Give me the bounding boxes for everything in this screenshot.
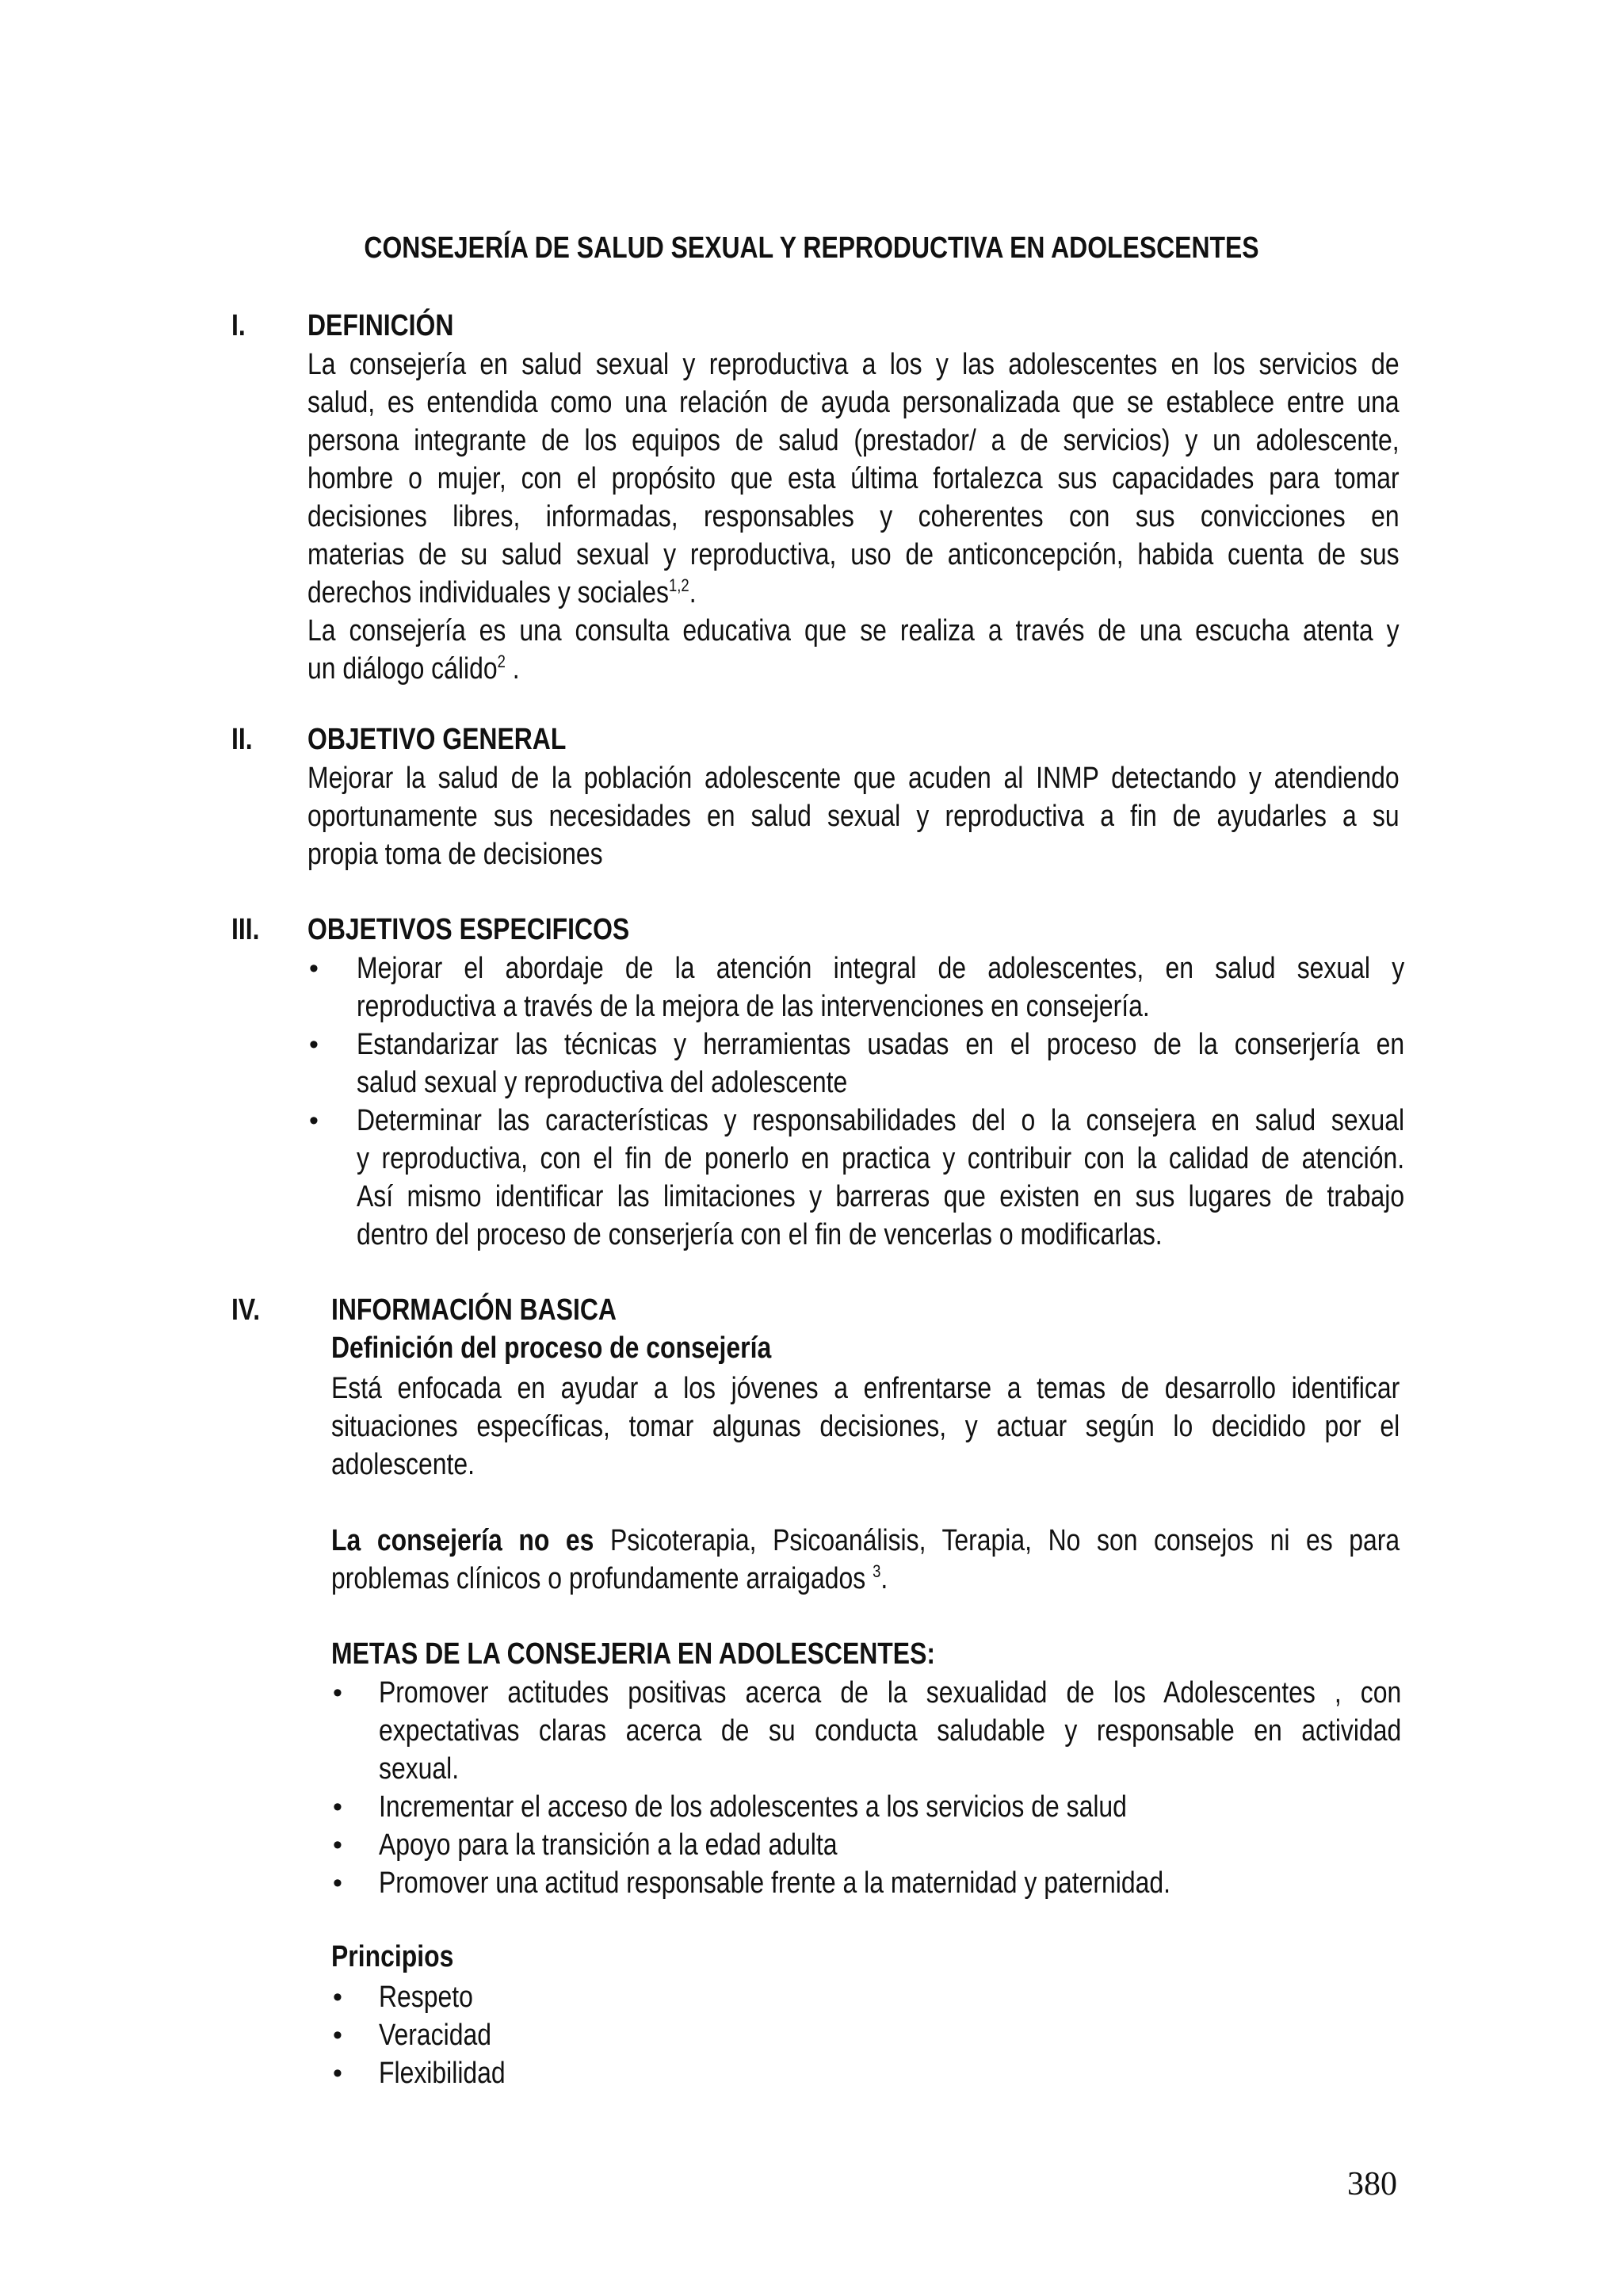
list-item: Incrementar el acceso de los adolescentes a los servicios de salud xyxy=(379,1790,1127,1824)
footnote-ref: 1,2 xyxy=(669,575,689,595)
bullet-icon: • xyxy=(333,1868,342,1898)
section-numeral: III. xyxy=(231,913,260,946)
list-item: Respeto xyxy=(379,1981,473,2014)
body-line: La consejería en salud sexual y reproductiva a los y las adolescentes en los servicios de xyxy=(307,348,1400,381)
subheading: Definición del proceso de consejería xyxy=(331,1331,772,1365)
body-line: hombre o mujer, con el propósito que esta última fortalezca sus capacidades para tomar xyxy=(307,462,1400,495)
list-item: Veracidad xyxy=(379,2019,491,2052)
body-line: situaciones específicas, tomar algunas decisiones, y actuar según lo decidido por el xyxy=(331,1410,1400,1443)
bullet-icon: • xyxy=(309,953,319,984)
list-item: Promover una actitud responsable frente a la maternidad y paternidad. xyxy=(379,1866,1170,1900)
list-item: Mejorar el abordaje de la atención integral de adolescentes, en salud sexual y reproductiva a través de la mejora de las intervenciones en consejería. xyxy=(357,952,1405,1023)
section-body xyxy=(307,759,1607,873)
body-line: salud, es entendida como una relación de ayuda personalizada que se establece entre una xyxy=(307,386,1400,419)
body-line: La consejería es una consulta educativa que se realiza a través de una escucha atenta y xyxy=(307,614,1400,648)
body-line: derechos individuales y sociales xyxy=(307,576,670,609)
metas-heading: METAS DE LA CONSEJERIA EN ADOLESCENTES: xyxy=(331,1637,936,1671)
section-numeral: IV. xyxy=(231,1293,261,1327)
section-body xyxy=(331,1370,1603,1484)
bullet-icon: • xyxy=(333,2058,342,2088)
footnote-ref: 2 xyxy=(497,651,506,671)
body-line: oportunamente sus necesidades en salud sexual y reproductiva a fin de ayudarles a su xyxy=(307,800,1400,833)
list-item: Determinar las características y responsabilidades del o la consejera en salud sexual y reproductiva, con el fin de ponerlo en practica y contribuir con la calidad de atención. Así mismo identificar las limitaciones y barreras que existen en sus lugares de trabajo dentro del proceso de conserjería con el fin de vencerlas o modificarlas. xyxy=(357,1104,1405,1251)
list-item: Promover actitudes positivas acerca de la sexualidad de los Adolescentes , con expectativas claras acerca de su conducta saludable y responsable en actividad sexual. xyxy=(379,1676,1402,1786)
page-number: 380 xyxy=(1347,2166,1397,2202)
body-line: propia toma de decisiones xyxy=(307,838,603,871)
body-line: un diálogo cálido xyxy=(307,652,498,686)
footnote-ref: 3 xyxy=(873,1561,881,1581)
bullet-icon: • xyxy=(333,1678,342,1708)
bullet-icon: • xyxy=(333,1792,342,1822)
list-item: Flexibilidad xyxy=(379,2057,506,2090)
section-heading: OBJETIVOS ESPECIFICOS xyxy=(307,913,630,946)
section-heading: DEFINICIÓN xyxy=(307,309,454,342)
body-line: materias de su salud sexual y reproductiva, uso de anticoncepción, habida cuenta de sus xyxy=(307,538,1400,571)
section-heading: OBJETIVO GENERAL xyxy=(307,723,567,756)
body-line: persona integrante de los equipos de salud (prestador/ a de servicios) y un adolescente, xyxy=(307,424,1400,457)
document-title: CONSEJERÍA DE SALUD SEXUAL Y REPRODUCTIVA EN ADOLESCENTES xyxy=(364,231,1259,265)
body-line: Mejorar la salud de la población adolescente que acuden al INMP detectando y atendiendo xyxy=(307,762,1400,795)
bullet-icon: • xyxy=(333,1982,342,2012)
section-body: La consejería en salud sexual y reproductiva a los y las adolescentes en los servicios de salud, es entendida como una relación de ayuda personalizada que se establece entre una persona integrante de los equipos de salud (prestador/ a de servicios) y un adolescente, hombre o mujer, con el propósito que esta última fortalezca sus capacidades para tomar decisiones libres, informadas, responsables y coherentes con sus convicciones en materias de su salud sexual y reproductiva, uso de anticoncepción, habida cuenta de sus derechos individuales y sociales$^{1,2}$. La consejería es una consulta educativa que se realiza a través de una escucha atenta y un diálogo cálido$^2$ . xyxy=(307,346,1400,688)
section-numeral: II. xyxy=(231,723,253,756)
list-item: Estandarizar las técnicas y herramientas usadas en el proceso de la conserjería en salud sexual y reproductiva del adolescente xyxy=(357,1028,1405,1099)
section-heading: INFORMACIÓN BASICA xyxy=(331,1293,617,1327)
body-line: Está enfocada en ayudar a los jóvenes a enfrentarse a temas de desarrollo identificar xyxy=(331,1372,1400,1405)
bold-phrase: La consejería no es xyxy=(331,1524,594,1557)
bullet-icon: • xyxy=(309,1106,319,1136)
bullet-icon: • xyxy=(333,2020,342,2050)
list-item: Apoyo para la transición a la edad adulta xyxy=(379,1828,838,1862)
paragraph-not-counseling: La consejería no es Psicoterapia, Psicoanálisis, Terapia, No son consejos ni es para problemas clínicos o profundamente arraigados $^3$. xyxy=(331,1524,1400,1595)
bullet-icon: • xyxy=(309,1030,319,1060)
bullet-icon: • xyxy=(333,1830,342,1860)
principios-heading: Principios xyxy=(331,1940,454,1973)
section-numeral: I. xyxy=(231,309,246,342)
body-line: adolescente. xyxy=(331,1448,475,1481)
body-line: decisiones libres, informadas, responsables y coherentes con sus convicciones en xyxy=(307,500,1400,533)
